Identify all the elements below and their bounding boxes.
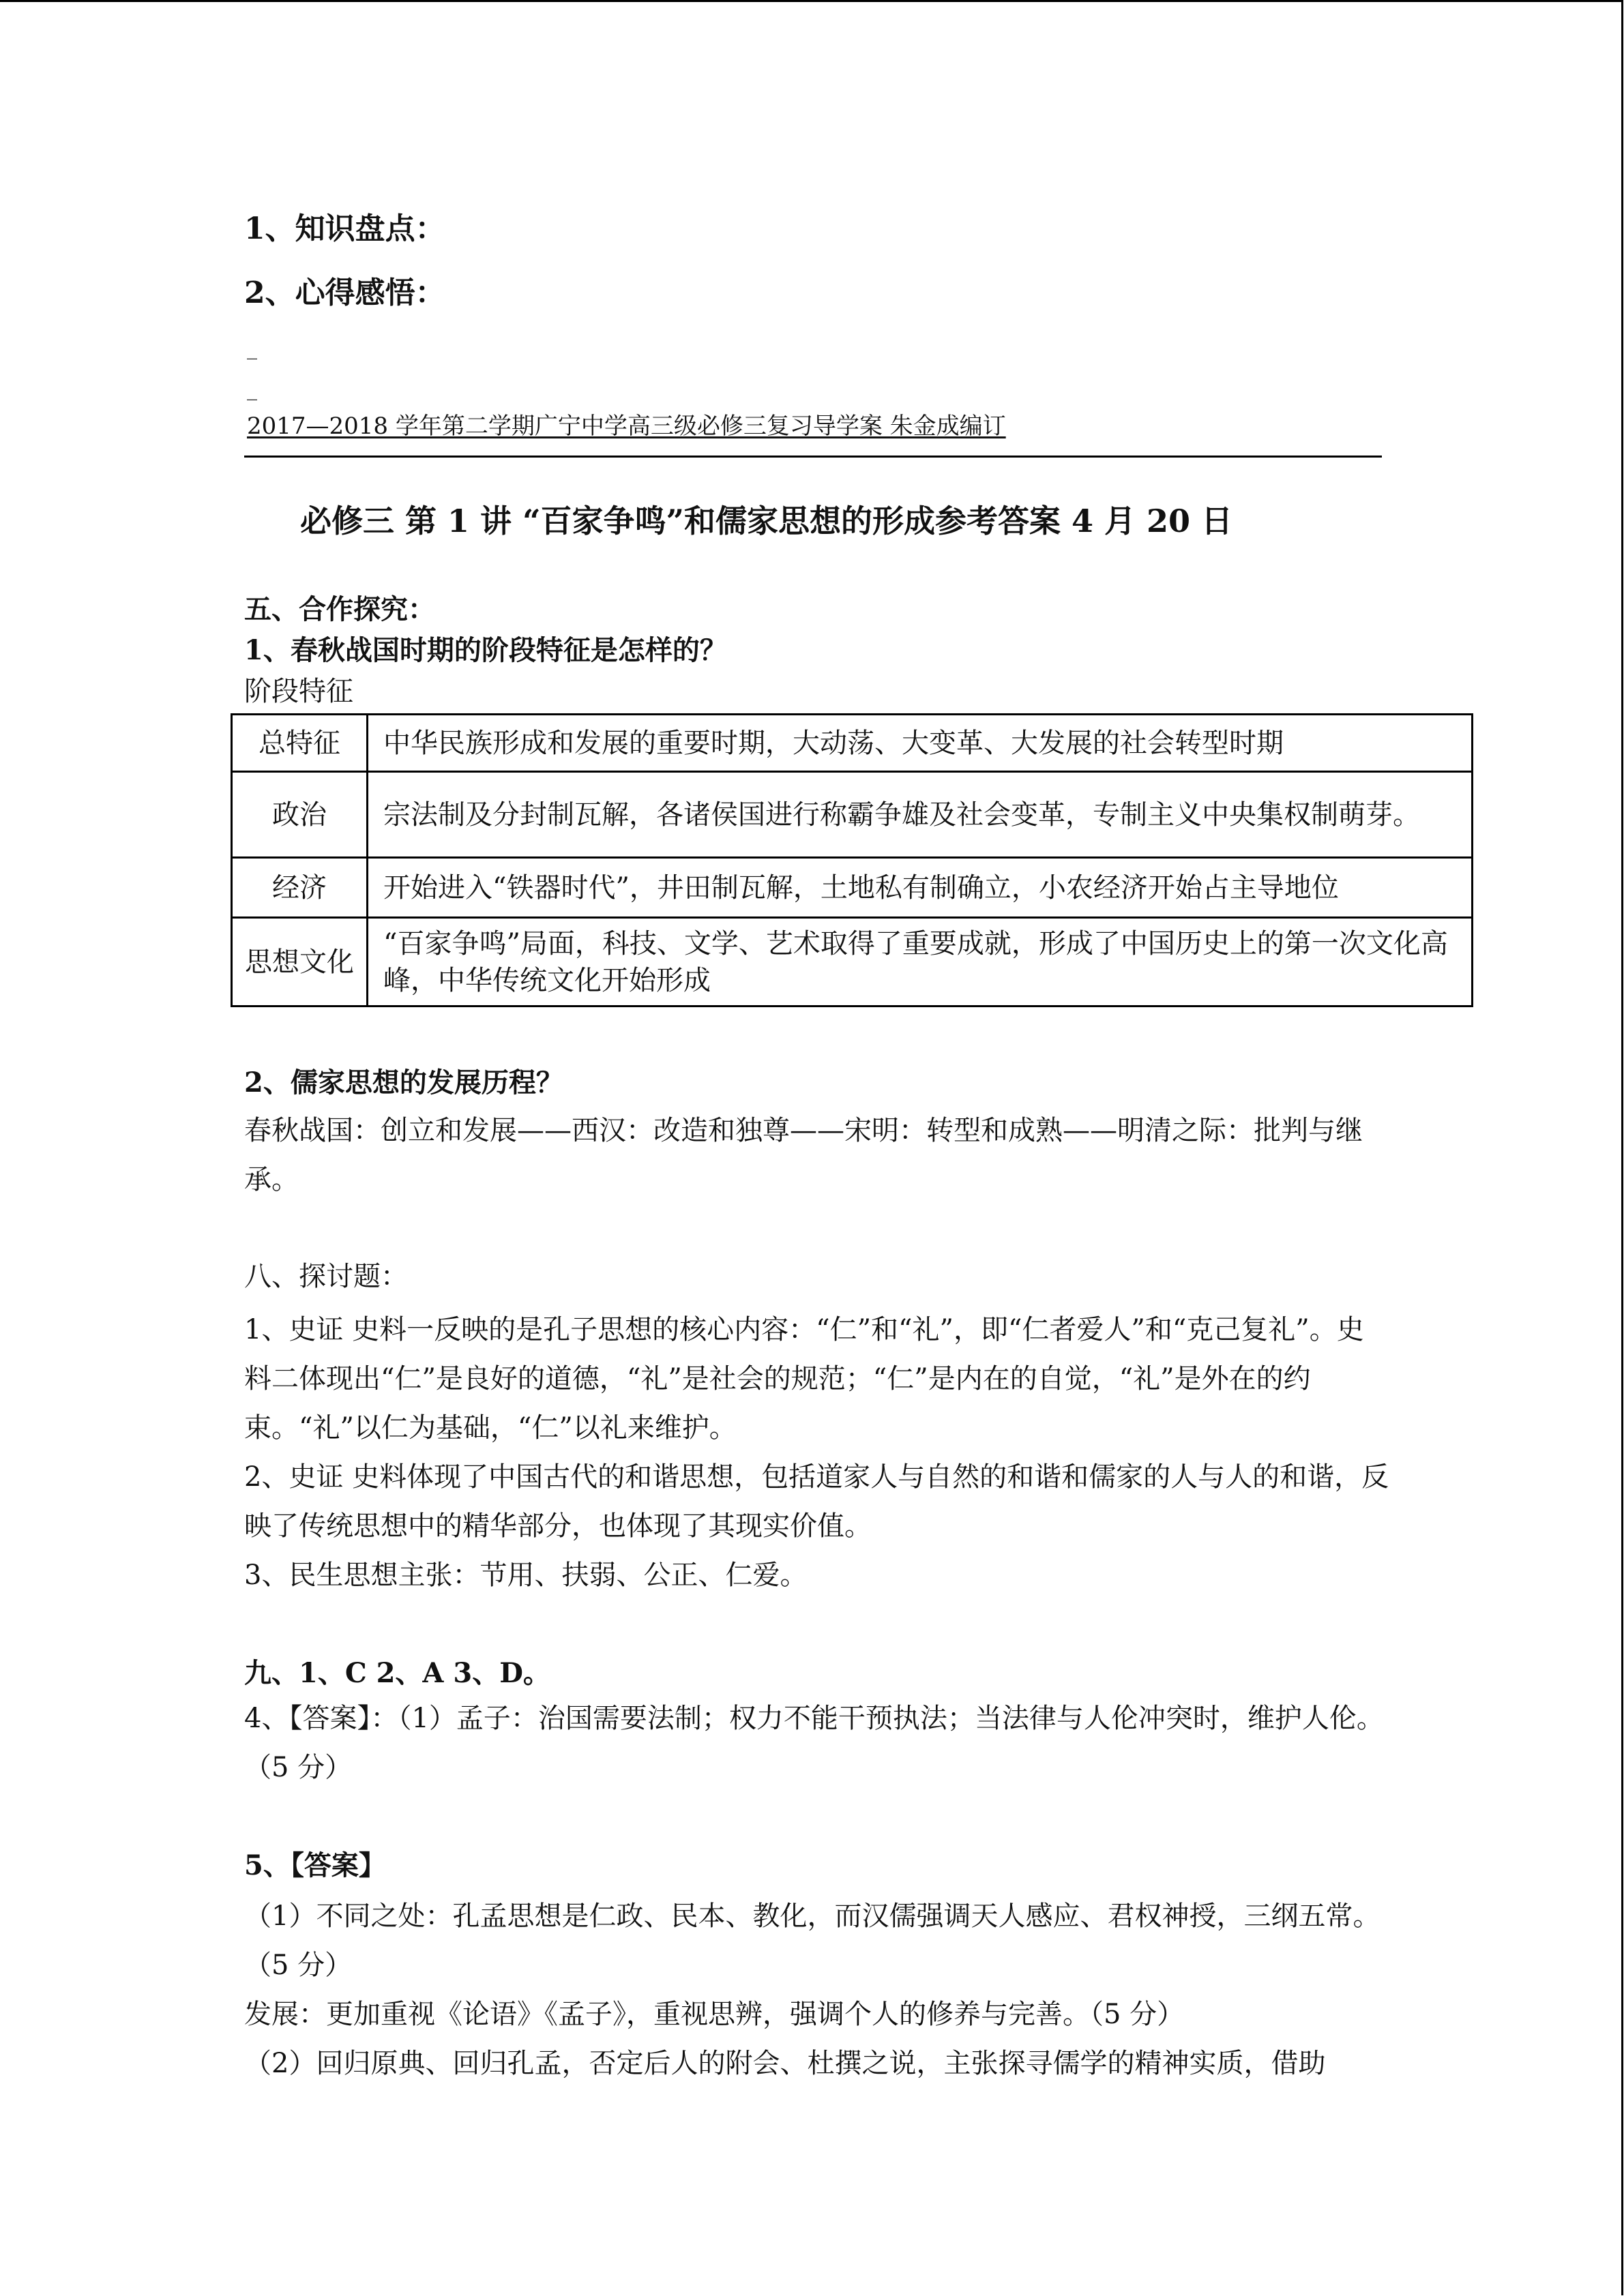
section-8-heading: 八、探讨题：: [244, 1261, 408, 1292]
table-row: [232, 918, 1473, 1007]
page-title: 必修三 第 1 讲 “百家争鸣”和儒家思想的形成参考答案 4 月 20 日: [300, 503, 1233, 539]
blank-line-marker: _: [247, 336, 257, 360]
answer-9-5-part2: （2）回归原典、回归孔孟，否定后人的附会、杜撰之说，主张探寻儒学的精神实质，借助: [244, 2048, 1326, 2079]
row-content: 开始进入“铁器时代”，井田制瓦解，土地私有制确立，小农经济开始占主导地位: [368, 858, 1473, 918]
row-label: 经济: [232, 858, 368, 918]
row-content: 宗法制及分封制瓦解，各诸侯国进行称霸争雄及社会变革，专制主义中央集权制萌芽。: [368, 772, 1473, 858]
section-9-answers: 九、1、C 2、A 3、D。: [244, 1657, 550, 1689]
row-label: 总特征: [232, 715, 368, 772]
answer-8-1: 1、史证 史料一反映的是孔子思想的核心内容：“仁”和“礼”，即“仁者爱人”和“克己复礼”。史料二体现出“仁”是良好的道德，“礼”是社会的规范；“仁”是内在的自觉，“礼”是外在的约束。“礼”以仁为基础，“仁”以礼来维护。: [244, 1314, 1364, 1444]
row-label: 思想文化: [232, 918, 368, 1007]
document-header: 2017—2018 学年第二学期广宁中学高三级必修三复习导学案 朱金成编订: [247, 413, 1006, 440]
answer-9-5-development: 发展：更加重视《论语》《孟子》，重视思辨，强调个人的修养与完善。（5 分）: [244, 1999, 1185, 2030]
table-row: [232, 715, 1473, 772]
row-content: “百家争鸣”局面，科技、文学、艺术取得了重要成就，形成了中国历史上的第一次文化高峰，中华传统文化开始形成: [368, 918, 1473, 1007]
answer-8-2: 2、史证 史料体现了中国古代的和谐思想，包括道家人与自然的和谐和儒家的人与人的和谐，反映了传统思想中的精华部分，也体现了其现实价值。: [244, 1461, 1389, 1542]
knowledge-heading: 1、知识盘点：: [244, 211, 445, 246]
header-divider: [244, 456, 1382, 458]
stage-features-table: [231, 713, 1473, 1007]
table-caption: 阶段特征: [244, 676, 353, 707]
table-row: [232, 772, 1473, 858]
question-2: 2、儒家思想的发展历程？: [244, 1067, 563, 1099]
row-label: 政治: [232, 772, 368, 858]
blank-line-marker: _: [247, 377, 257, 401]
table-row: [232, 858, 1473, 918]
question-1: 1、春秋战国时期的阶段特征是怎样的？: [244, 634, 727, 666]
question-2-answer: 春秋战国：创立和发展——西汉：改造和独尊——宋明：转型和成熟——明清之际：批判与继承。: [244, 1115, 1363, 1195]
answer-9-5-part1: （1）不同之处：孔孟思想是仁政、民本、教化，而汉儒强调天人感应、君权神授，三纲五常。（5 分）: [244, 1900, 1381, 1981]
answer-8-3: 3、民生思想主张：节用、扶弱、公正、仁爱。: [244, 1560, 808, 1591]
section-5-heading: 五、合作探究：: [244, 593, 435, 625]
reflection-heading: 2、心得感悟：: [244, 275, 445, 310]
row-content: 中华民族形成和发展的重要时期，大动荡、大变革、大发展的社会转型时期: [368, 715, 1473, 772]
answer-9-5-heading: 5、【答案】: [244, 1849, 386, 1881]
answer-9-4: 4、【答案】：（1）孟子：治国需要法制；权力不能干预执法；当法律与人伦冲突时，维护人伦。（5 分）: [244, 1703, 1384, 1783]
